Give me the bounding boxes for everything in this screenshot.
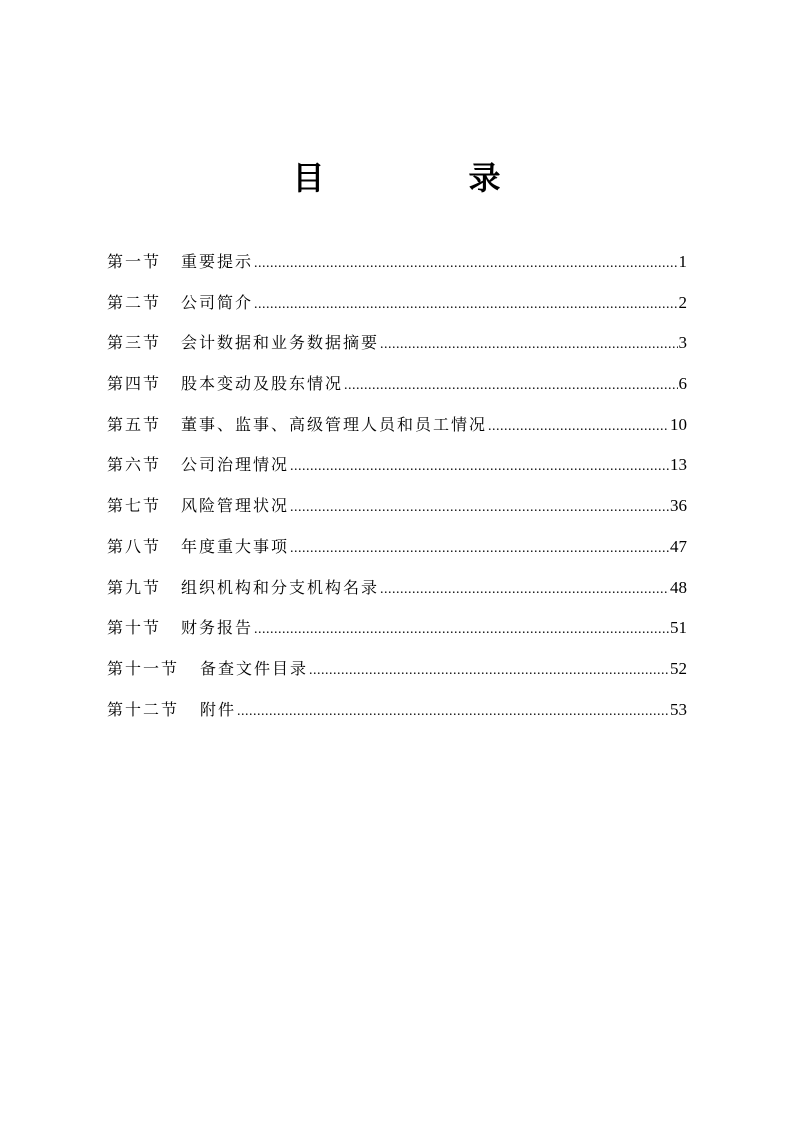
toc-dot-leader (344, 372, 677, 400)
toc-page-number: 6 (678, 374, 687, 394)
toc-dot-leader (254, 291, 677, 319)
toc-dot-leader (380, 576, 669, 604)
toc-page-number: 3 (678, 333, 687, 353)
toc-section-number: 第九节 (107, 577, 162, 597)
toc-dot-leader (254, 616, 669, 644)
toc-dot-leader (254, 250, 677, 278)
toc-section-title: 备查文件目录 (200, 658, 309, 678)
toc-page-number: 13 (670, 455, 687, 475)
toc-dot-leader (380, 331, 677, 359)
toc-page-number: 1 (678, 252, 687, 271)
toc-section-number: 第二节 (107, 292, 162, 312)
toc-page-number: 52 (670, 658, 687, 678)
toc-section-number: 第八节 (107, 536, 162, 556)
toc-section-number: 第一节 (107, 252, 162, 271)
toc-entry[interactable] (107, 492, 687, 533)
toc-dot-leader (290, 535, 669, 563)
toc-section-number: 第十一节 (107, 658, 180, 678)
toc-entry[interactable] (107, 289, 687, 330)
toc-section-number: 第六节 (107, 455, 162, 475)
toc-page-number: 10 (670, 414, 687, 434)
toc-section-number: 第三节 (107, 333, 162, 353)
toc-section-title: 年度重大事项 (181, 536, 290, 556)
toc-entry[interactable] (107, 614, 687, 655)
toc-page-number: 51 (670, 618, 687, 638)
toc-section-number: 第四节 (107, 374, 162, 394)
table-of-contents (107, 248, 687, 736)
toc-page-number: 47 (670, 536, 687, 556)
toc-section-number: 第七节 (107, 496, 162, 516)
toc-section-number: 第十节 (107, 618, 162, 638)
toc-entry[interactable] (107, 451, 687, 492)
toc-dot-leader (488, 413, 669, 441)
toc-entry[interactable] (107, 329, 687, 370)
toc-entry[interactable] (107, 574, 687, 615)
toc-section-title: 董事、监事、高级管理人员和员工情况 (181, 414, 488, 434)
toc-entry[interactable] (107, 533, 687, 574)
toc-section-title: 公司治理情况 (181, 455, 290, 475)
toc-section-number: 第十二节 (107, 699, 180, 719)
toc-page-number: 53 (670, 699, 687, 719)
toc-section-number: 第五节 (107, 414, 162, 434)
toc-entry[interactable] (107, 411, 687, 452)
toc-dot-leader (309, 657, 669, 685)
toc-entry[interactable] (107, 370, 687, 411)
toc-entry[interactable] (107, 696, 687, 737)
toc-section-title: 风险管理状况 (181, 496, 290, 516)
toc-section-title: 公司简介 (181, 292, 254, 312)
toc-section-title: 财务报告 (181, 618, 254, 638)
toc-section-title: 附件 (200, 699, 237, 719)
toc-section-title: 股本变动及股东情况 (181, 374, 344, 394)
toc-section-title: 重要提示 (181, 252, 254, 271)
toc-section-title: 会计数据和业务数据摘要 (181, 333, 380, 353)
toc-page-number: 2 (678, 292, 687, 312)
page-title: 目 录 (292, 159, 557, 197)
toc-section-title: 组织机构和分支机构名录 (181, 577, 380, 597)
toc-page-number: 48 (670, 577, 687, 597)
toc-dot-leader (290, 494, 669, 522)
toc-entry[interactable] (107, 655, 687, 696)
toc-entry[interactable] (107, 248, 687, 289)
toc-page-number: 36 (670, 496, 687, 516)
toc-dot-leader (290, 453, 669, 481)
toc-dot-leader (237, 698, 669, 726)
